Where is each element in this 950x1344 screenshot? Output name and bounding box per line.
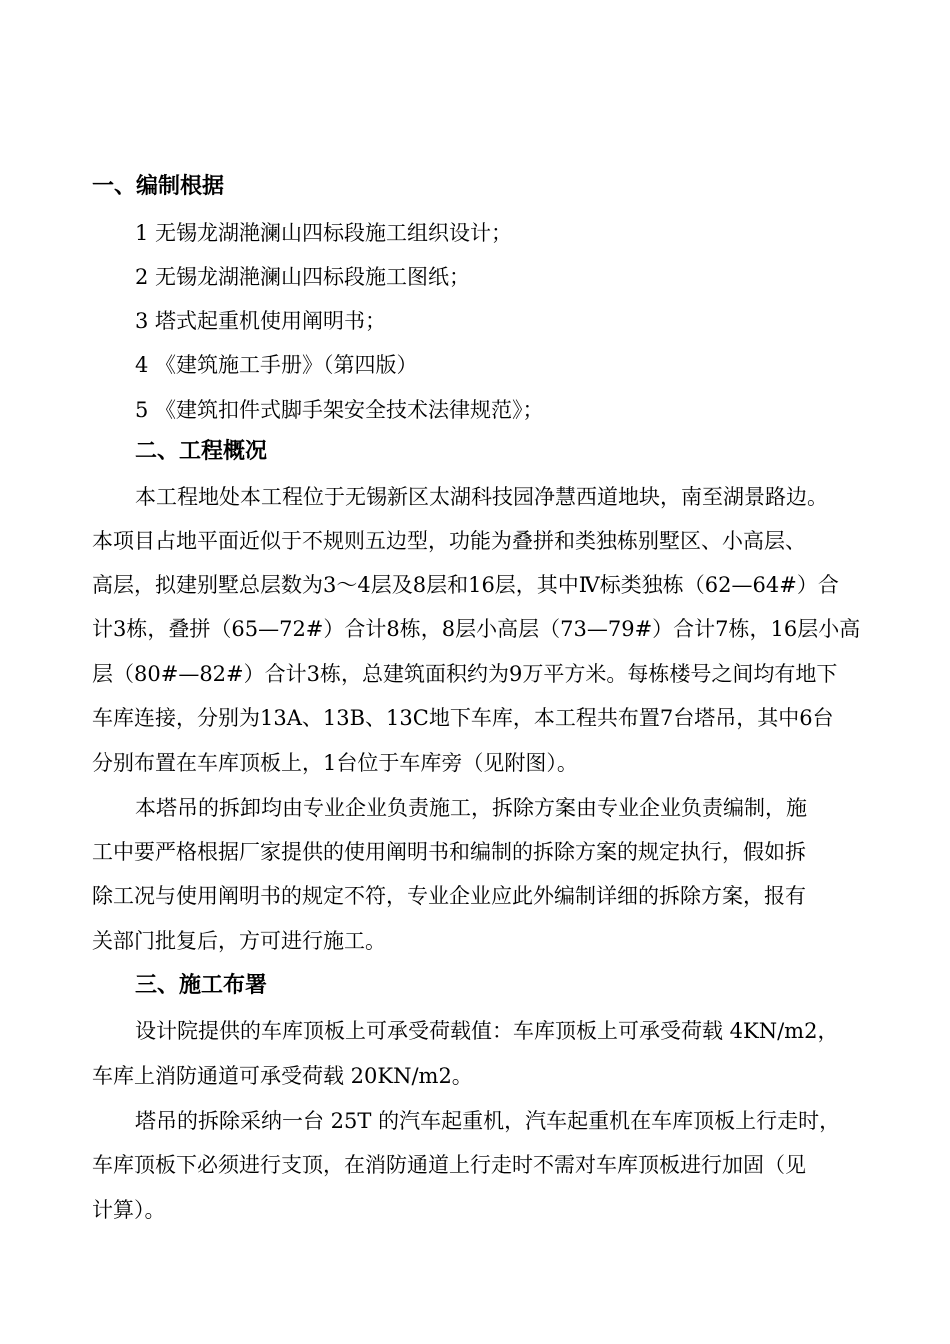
overview-p2-line-1: 本塔吊的拆卸均由专业企业负责施工，拆除方案由专业企业负责编制，施 bbox=[135, 796, 807, 820]
overview-p2-line-3: 除工况与使用阐明书的规定不符，专业企业应此外编制详细的拆除方案，报有 bbox=[92, 884, 806, 908]
overview-p2-line-4: 关部门批复后，方可进行施工。 bbox=[92, 929, 386, 953]
overview-p2-line-2: 工中要严格根据厂家提供的使用阐明书和编制的拆除方案的规定执行，假如拆 bbox=[92, 840, 806, 864]
overview-line-7: 分别布置在车库顶板上，1台位于车库旁（见附图）。 bbox=[92, 751, 578, 775]
basis-item-5: 5 《建筑扣件式脚手架安全技术法律规范》； bbox=[135, 398, 544, 422]
section-heading-1: 一、编制根据 bbox=[92, 174, 225, 199]
layout-p2-line-1: 塔吊的拆除采纳一台 25T 的汽车起重机，汽车起重机在车库顶板上行走时， bbox=[135, 1109, 841, 1133]
section-heading-3: 三、施工布署 bbox=[135, 973, 268, 998]
basis-item-4: 4 《建筑施工手册》（第四版） bbox=[135, 353, 418, 377]
basis-item-3: 3 塔式起重机使用阐明书； bbox=[135, 309, 387, 333]
layout-p2-line-3: 计算）。 bbox=[92, 1198, 166, 1222]
overview-line-2: 本项目占地平面近似于不规则五边型，功能为叠拼和类独栋别墅区、小高层、 bbox=[92, 529, 806, 553]
overview-line-1: 本工程地处本工程位于无锡新区太湖科技园净慧西道地块，南至湖景路边。 bbox=[135, 485, 828, 509]
overview-line-4: 计3栋，叠拼（65—72#）合计8栋，8层小高层（73—79#）合计7栋，16层小高 bbox=[92, 617, 861, 641]
layout-p1-line-2: 车库上消防通道可承受荷载 20KN/m2。 bbox=[92, 1064, 473, 1088]
basis-item-1: 1 无锡龙湖滟澜山四标段施工组织设计； bbox=[135, 221, 513, 245]
layout-p2-line-2: 车库顶板下必须进行支顶，在消防通道上行走时不需对车库顶板进行加固（见 bbox=[92, 1153, 806, 1177]
overview-line-6: 车库连接，分别为13A、13B、13C地下车库，本工程共布置7台塔吊，其中6台 bbox=[92, 706, 834, 730]
overview-line-3: 高层，拟建别墅总层数为3～4层及8层和16层，其中Ⅳ标类独栋（62—64#）合 bbox=[92, 573, 839, 597]
layout-p1-line-1: 设计院提供的车库顶板上可承受荷载值：车库顶板上可承受荷载 4KN/m2， bbox=[135, 1019, 839, 1043]
section-heading-2: 二、工程概况 bbox=[135, 439, 268, 464]
overview-line-5: 层（80#—82#）合计3栋，总建筑面积约为9万平方米。每栋楼号之间均有地下 bbox=[92, 662, 838, 686]
basis-item-2: 2 无锡龙湖滟澜山四标段施工图纸； bbox=[135, 265, 471, 289]
